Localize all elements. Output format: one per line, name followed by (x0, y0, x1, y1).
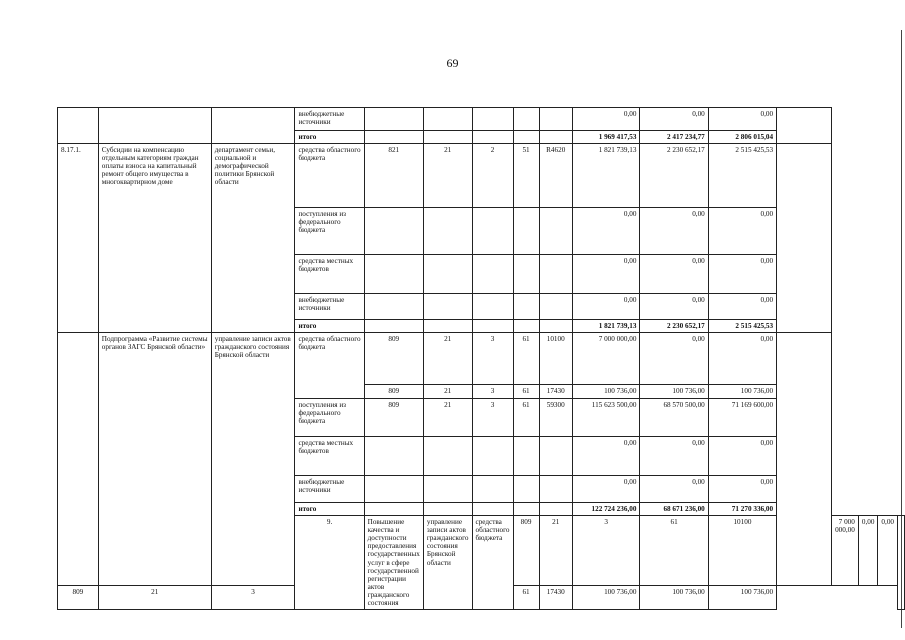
amount-year-3: 100 736,00 (708, 385, 776, 399)
code-ministry (364, 294, 423, 320)
code-program (513, 503, 539, 516)
result-cell (777, 108, 832, 144)
code-section (423, 131, 472, 144)
code-ministry (364, 108, 423, 131)
code-direction: 10100 (708, 516, 776, 586)
funding-source: средства местных бюджетов (295, 437, 364, 476)
amount-year-2: 0,00 (640, 333, 708, 385)
code-subsection (472, 503, 513, 516)
amount-year-1: 100 736,00 (572, 586, 640, 610)
code-program (513, 437, 539, 476)
code-ministry: 809 (364, 333, 423, 385)
amount-year-3: 0,00 (708, 294, 776, 320)
code-program: 61 (513, 385, 539, 399)
code-subsection (472, 131, 513, 144)
amount-year-2: 68 570 500,00 (640, 399, 708, 437)
amount-year-2: 0,00 (640, 476, 708, 503)
code-ministry (364, 208, 423, 255)
code-subsection (472, 437, 513, 476)
table-row (58, 144, 905, 208)
measure-name (98, 108, 211, 144)
result-cell (777, 144, 832, 333)
amount-year-2: 0,00 (640, 208, 708, 255)
amount-year-1: 1 821 739,13 (572, 144, 640, 208)
amount-year-3: 0,00 (708, 255, 776, 294)
table-row (58, 333, 905, 385)
code-section: 21 (423, 399, 472, 437)
code-direction: 59300 (539, 399, 572, 437)
code-ministry (364, 255, 423, 294)
result-cell (777, 333, 832, 586)
code-subsection: 2 (472, 144, 513, 208)
code-direction: 17430 (539, 385, 572, 399)
amount-year-1: 7 000 000,00 (832, 516, 859, 586)
amount-year-3: 2 515 425,53 (708, 320, 776, 333)
code-direction (539, 208, 572, 255)
code-section: 21 (423, 385, 472, 399)
funding-source: итого (295, 320, 364, 333)
measure-name: Подпрограмма «Развитие системы органов ЗАГС Брянской области» (98, 333, 211, 586)
code-program: 61 (513, 333, 539, 385)
code-section (423, 320, 472, 333)
code-section (423, 503, 472, 516)
amount-year-1: 7 000 000,00 (572, 333, 640, 385)
executor: управление записи актов гражданского состояния Брянской области (423, 516, 472, 610)
executor (211, 108, 295, 144)
code-section (423, 437, 472, 476)
code-subsection: 3 (211, 586, 295, 610)
code-program (513, 208, 539, 255)
code-direction (539, 476, 572, 503)
amount-year-1: 122 724 236,00 (572, 503, 640, 516)
amount-year-2: 68 671 236,00 (640, 503, 708, 516)
code-direction (539, 255, 572, 294)
funding-source: внебюджетные источники (295, 294, 364, 320)
amount-year-1: 0,00 (572, 255, 640, 294)
code-section (423, 208, 472, 255)
amount-year-1: 0,00 (572, 294, 640, 320)
budget-table (57, 107, 905, 610)
code-direction: R4620 (539, 144, 572, 208)
code-program (513, 476, 539, 503)
code-direction (539, 320, 572, 333)
amount-year-1: 0,00 (572, 108, 640, 131)
code-subsection (472, 255, 513, 294)
funding-source: внебюджетные источники (295, 108, 364, 131)
code-ministry: 809 (513, 516, 539, 586)
code-program (513, 294, 539, 320)
result-cell (898, 516, 905, 610)
amount-year-2: 2 230 652,17 (640, 320, 708, 333)
measure-name: Субсидии на компенсацию отдельным категориям граждан оплаты взноса на капитальный ремонт общего имущества в многоквартирном доме (98, 144, 211, 333)
amount-year-3: 0,00 (708, 108, 776, 131)
code-direction: 17430 (539, 586, 572, 610)
code-program (513, 320, 539, 333)
funding-source: итого (295, 503, 364, 516)
code-ministry (364, 131, 423, 144)
code-direction: 10100 (539, 333, 572, 385)
amount-year-3: 71 270 336,00 (708, 503, 776, 516)
row-number (58, 333, 99, 586)
code-ministry (364, 503, 423, 516)
code-ministry: 809 (364, 399, 423, 437)
code-section (423, 294, 472, 320)
code-subsection: 3 (572, 516, 640, 586)
amount-year-3: 0,00 (708, 208, 776, 255)
amount-year-3: 0,00 (708, 476, 776, 503)
amount-year-1: 115 623 500,00 (572, 399, 640, 437)
amount-year-3: 71 169 600,00 (708, 399, 776, 437)
code-program (513, 131, 539, 144)
code-ministry: 821 (364, 144, 423, 208)
code-section: 21 (423, 333, 472, 385)
amount-year-2: 2 417 234,77 (640, 131, 708, 144)
amount-year-1: 0,00 (572, 208, 640, 255)
code-section (423, 255, 472, 294)
funding-source: средства местных бюджетов (295, 255, 364, 294)
row-number: 9. (295, 516, 364, 610)
funding-source: средства областного бюджета (295, 333, 364, 399)
amount-year-3: 2 515 425,53 (708, 144, 776, 208)
amount-year-3: 0,00 (708, 437, 776, 476)
amount-year-1: 1 821 739,13 (572, 320, 640, 333)
code-program: 51 (513, 144, 539, 208)
funding-source: средства областного бюджета (295, 144, 364, 208)
code-program (513, 255, 539, 294)
code-section (423, 108, 472, 131)
code-direction (539, 437, 572, 476)
code-section: 21 (539, 516, 572, 586)
code-subsection: 3 (472, 399, 513, 437)
amount-year-2: 0,00 (640, 255, 708, 294)
amount-year-1: 100 736,00 (572, 385, 640, 399)
code-section (423, 476, 472, 503)
code-ministry (364, 437, 423, 476)
code-section: 21 (423, 144, 472, 208)
code-program: 61 (513, 586, 539, 610)
code-direction (539, 108, 572, 131)
code-ministry: 809 (364, 385, 423, 399)
code-direction (539, 131, 572, 144)
row-number: 8.17.1. (58, 144, 99, 333)
table-row (58, 108, 905, 131)
amount-year-3: 0,00 (708, 333, 776, 385)
page-number: 69 (446, 56, 459, 70)
funding-source: средства областного бюджета (472, 516, 513, 610)
code-subsection (472, 294, 513, 320)
amount-year-3: 2 806 015,04 (708, 131, 776, 144)
code-subsection (472, 208, 513, 255)
amount-year-3: 100 736,00 (708, 586, 776, 610)
funding-source: поступления из федерального бюджета (295, 399, 364, 437)
funding-source: поступления из федерального бюджета (295, 208, 364, 255)
code-subsection: 3 (472, 333, 513, 385)
amount-year-2: 0,00 (640, 294, 708, 320)
code-subsection (472, 108, 513, 131)
amount-year-1: 1 969 417,53 (572, 131, 640, 144)
amount-year-3: 0,00 (878, 516, 898, 586)
amount-year-2: 0,00 (640, 108, 708, 131)
code-program (513, 108, 539, 131)
amount-year-2: 100 736,00 (640, 586, 708, 610)
code-direction (539, 503, 572, 516)
amount-year-1: 0,00 (572, 437, 640, 476)
row-number (58, 108, 99, 144)
amount-year-2: 2 230 652,17 (640, 144, 708, 208)
funding-source: итого (295, 131, 364, 144)
amount-year-2: 0,00 (858, 516, 878, 586)
measure-name: Повышение качества и доступности предоставления государственных услуг в сфере государственной регистрации актов гражданского состояния (364, 516, 423, 610)
code-subsection (472, 476, 513, 503)
funding-source: внебюджетные источники (295, 476, 364, 503)
code-direction (539, 294, 572, 320)
executor: департамент семьи, социальной и демографической политики Брянской области (211, 144, 295, 333)
code-subsection (472, 320, 513, 333)
code-program: 61 (640, 516, 708, 586)
code-section: 21 (98, 586, 211, 610)
executor: управление записи актов гражданского состояния Брянской области (211, 333, 295, 586)
code-ministry (364, 320, 423, 333)
code-subsection: 3 (472, 385, 513, 399)
code-ministry: 809 (58, 586, 99, 610)
code-ministry (364, 476, 423, 503)
amount-year-1: 0,00 (572, 476, 640, 503)
amount-year-2: 0,00 (640, 437, 708, 476)
code-program: 61 (513, 399, 539, 437)
amount-year-2: 100 736,00 (640, 385, 708, 399)
